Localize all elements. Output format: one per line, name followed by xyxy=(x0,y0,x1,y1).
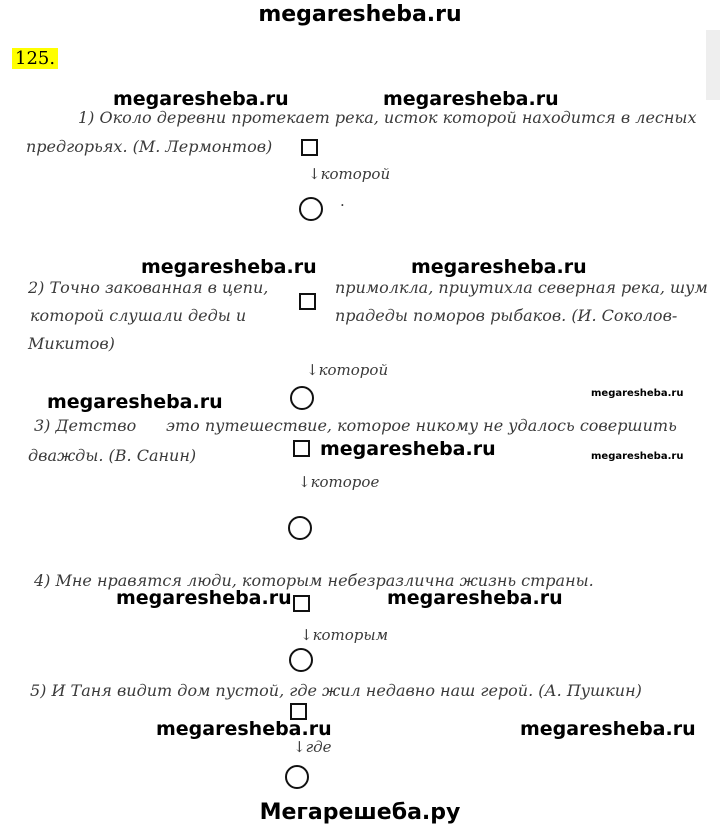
connector-arrow: ↓которой xyxy=(308,165,391,183)
sentence-3-line-2: дважды. (В. Санин) xyxy=(28,446,197,465)
main-clause-square xyxy=(301,139,318,156)
main-clause-square xyxy=(299,293,316,310)
exercise-number: 125. xyxy=(12,48,58,69)
subordinate-clause-circle xyxy=(288,516,312,540)
edge-scroll-strip xyxy=(706,30,720,100)
connector-arrow: ↓где xyxy=(293,738,332,756)
subordinate-clause-circle xyxy=(290,386,314,410)
subordinate-clause-circle xyxy=(299,197,323,221)
watermark: megaresheba.ru xyxy=(520,718,696,740)
watermark-small: megaresheba.ru xyxy=(591,451,684,462)
sentence-3-line-1b: это путешествие, которое никому не удалось совершить xyxy=(166,416,677,435)
main-clause-square xyxy=(293,595,310,612)
watermark: megaresheba.ru xyxy=(113,88,289,110)
connector-arrow: ↓которым xyxy=(300,626,389,644)
connector-arrow: ↓которой xyxy=(306,361,389,379)
watermark-small: megaresheba.ru xyxy=(591,388,684,399)
sentence-4-line-1: 4) Мне нравятся люди, которым небезразлична жизнь страны. xyxy=(34,571,594,590)
subordinate-clause-circle xyxy=(285,765,309,789)
watermark: megaresheba.ru xyxy=(320,438,496,460)
sentence-2-left-1: 2) Точно закованная в цепи, xyxy=(28,278,269,297)
watermark: megaresheba.ru xyxy=(141,256,317,278)
sentence-5-line-1: 5) И Таня видит дом пустой, где жил недавно наш герой. (А. Пушкин) xyxy=(30,681,642,700)
footer-site-title[interactable]: Мегарешеба.ру xyxy=(259,800,461,825)
sentence-3-line-1a: 3) Детство xyxy=(34,416,137,435)
sentence-1-line-1: 1) Около деревни протекает река, исток которой находится в лесных xyxy=(78,108,697,127)
dot-mark: · xyxy=(340,196,345,214)
watermark: megaresheba.ru xyxy=(383,88,559,110)
main-clause-square xyxy=(293,440,310,457)
sentence-2-right-1: примолкла, приутихла северная река, шум xyxy=(335,278,708,297)
connector-arrow: ↓которое xyxy=(298,473,380,491)
sentence-2-right-2: прадеды поморов рыбаков. (И. Соколов- xyxy=(335,306,678,325)
sentence-1-line-2: предгорьях. (М. Лермонтов) xyxy=(26,137,273,156)
subordinate-clause-circle xyxy=(289,648,313,672)
watermark: megaresheba.ru xyxy=(156,718,332,740)
site-title[interactable]: megaresheba.ru xyxy=(258,2,462,27)
watermark: megaresheba.ru xyxy=(387,587,563,609)
watermark: megaresheba.ru xyxy=(411,256,587,278)
sentence-2-left-3: Микитов) xyxy=(28,334,115,353)
watermark: megaresheba.ru xyxy=(116,587,292,609)
watermark: megaresheba.ru xyxy=(47,391,223,413)
sentence-2-left-2: которой слушали деды и xyxy=(30,306,247,325)
